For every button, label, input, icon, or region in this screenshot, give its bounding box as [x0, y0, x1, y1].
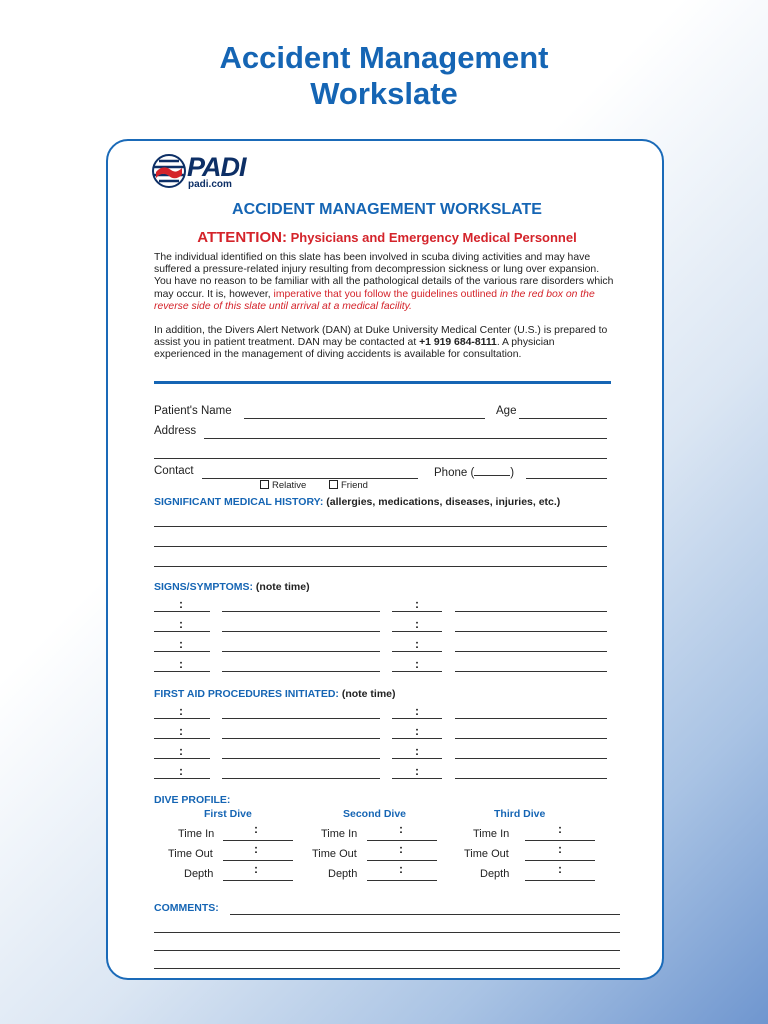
intro-paragraph [154, 252, 614, 313]
time-field[interactable] [154, 611, 210, 612]
note-field[interactable] [222, 758, 380, 759]
time-field[interactable] [392, 671, 442, 672]
time-colon: : [179, 724, 183, 738]
medical-history-line[interactable] [154, 526, 607, 527]
first-dive-depth-label: Depth [184, 868, 214, 880]
first-dive-time-in-label: Time In [178, 828, 215, 840]
dan-phone: +1 919 684-8111 [419, 337, 497, 349]
time-field[interactable] [154, 671, 210, 672]
first-dive-depth-field[interactable] [223, 880, 293, 881]
depth-colon: : [558, 862, 562, 876]
medical-history-note: (allergies, medications, diseases, injuries, etc.) [323, 496, 561, 508]
time-field[interactable] [392, 611, 442, 612]
page-title-line1: Accident Management [219, 40, 549, 75]
medical-history-line[interactable] [154, 566, 607, 567]
first-aid-note: (note time) [338, 688, 396, 700]
note-field[interactable] [222, 778, 380, 779]
age-field[interactable] [519, 418, 607, 419]
comments-line[interactable] [154, 950, 620, 951]
third-dive-time-in-label: Time In [473, 828, 510, 840]
relative-label: Relative [272, 480, 307, 491]
first-dive-time-out-label: Time Out [168, 848, 213, 860]
patient-name-field[interactable] [244, 418, 485, 419]
phone-field[interactable] [526, 478, 607, 479]
time-colon: : [179, 637, 183, 651]
friend-label: Friend [341, 480, 368, 491]
time-field[interactable] [392, 778, 442, 779]
third-dive-time-in-field[interactable] [525, 840, 595, 841]
third-dive-time-out-label: Time Out [464, 848, 509, 860]
comments-line[interactable] [154, 932, 620, 933]
padi-logo [151, 152, 261, 192]
first-aid-label: FIRST AID PROCEDURES INITIATED: [154, 688, 339, 700]
second-dive-time-in-field[interactable] [367, 840, 437, 841]
contact-label: Contact [154, 465, 194, 477]
dive-header-second: Second Dive [343, 808, 407, 820]
note-field[interactable] [455, 631, 607, 632]
address-label: Address [154, 425, 197, 437]
address-field-line2[interactable] [154, 458, 607, 459]
dive-header-first: First Dive [204, 808, 252, 820]
dan-text: In addition, the Divers Alert Network (DAN) at Duke University Medical Center (U.S.) is prepared to assist you in patient treatment. DAN may be contacted at [154, 325, 608, 349]
note-field[interactable] [455, 651, 607, 652]
worklate-card [106, 139, 664, 980]
depth-colon: : [254, 862, 258, 876]
signs-note: (note time) [253, 581, 310, 593]
time-colon: : [415, 597, 419, 611]
comments-field[interactable] [230, 914, 620, 915]
note-field[interactable] [455, 671, 607, 672]
note-field[interactable] [222, 651, 380, 652]
dan-text-end: . A physician experienced in the management of diving accidents is available for consultation. [154, 337, 555, 361]
logo-url: padi.com [188, 179, 232, 190]
friend-checkbox[interactable] [329, 480, 338, 489]
time-field[interactable] [392, 758, 442, 759]
time-colon: : [415, 764, 419, 778]
depth-colon: : [399, 862, 403, 876]
comments-label: COMMENTS: [154, 902, 219, 914]
intro-red-italic-text: in the red box on the reverse side of this slate until arrival at a medical facility. [154, 288, 595, 312]
time-colon: : [179, 704, 183, 718]
section-divider [154, 381, 611, 384]
dan-paragraph [154, 325, 614, 362]
note-field[interactable] [222, 718, 380, 719]
first-aid-heading [154, 688, 396, 700]
phone-label [434, 465, 514, 479]
medical-history-heading [154, 496, 560, 508]
time-field[interactable] [154, 758, 210, 759]
second-dive-time-out-label: Time Out [312, 848, 357, 860]
time-colon: : [415, 637, 419, 651]
note-field[interactable] [455, 738, 607, 739]
time-colon: : [399, 822, 403, 836]
second-dive-time-in-label: Time In [321, 828, 358, 840]
time-field[interactable] [154, 738, 210, 739]
time-field[interactable] [154, 631, 210, 632]
note-field[interactable] [222, 738, 380, 739]
page-title-line2: Workslate [310, 76, 458, 111]
patient-name-label: Patient's Name [154, 405, 232, 417]
medical-history-label: SIGNIFICANT MEDICAL HISTORY: [154, 496, 324, 508]
note-field[interactable] [222, 631, 380, 632]
note-field[interactable] [455, 778, 607, 779]
time-colon: : [179, 657, 183, 671]
note-field[interactable] [222, 671, 380, 672]
time-field[interactable] [392, 718, 442, 719]
third-dive-time-out-field[interactable] [525, 860, 595, 861]
globe-icon [151, 153, 187, 189]
time-field[interactable] [154, 778, 210, 779]
note-field[interactable] [455, 718, 607, 719]
time-colon: : [415, 617, 419, 631]
time-colon: : [179, 764, 183, 778]
form-heading: ACCIDENT MANAGEMENT WORKSLATE [232, 201, 542, 218]
first-dive-time-in-field[interactable] [223, 840, 293, 841]
time-field[interactable] [392, 631, 442, 632]
attention-text: Physicians and Emergency Medical Personnel [286, 230, 577, 245]
second-dive-depth-field[interactable] [367, 880, 437, 881]
signs-label: SIGNS/SYMPTOMS: [154, 581, 253, 593]
time-colon: : [415, 724, 419, 738]
dive-profile-label: DIVE PROFILE: [154, 794, 231, 806]
time-field[interactable] [392, 738, 442, 739]
phone-close-paren: ) [510, 467, 515, 479]
address-field[interactable] [204, 438, 607, 439]
time-field[interactable] [154, 651, 210, 652]
comments-line[interactable] [154, 968, 620, 969]
time-colon: : [415, 744, 419, 758]
time-colon: : [399, 842, 403, 856]
phone-area-code-field[interactable] [474, 465, 510, 476]
time-colon: : [415, 704, 419, 718]
time-colon: : [179, 597, 183, 611]
time-field[interactable] [154, 718, 210, 719]
time-colon: : [179, 617, 183, 631]
second-dive-depth-label: Depth [328, 868, 358, 880]
third-dive-depth-label: Depth [480, 868, 510, 880]
medical-history-line[interactable] [154, 546, 607, 547]
time-colon: : [254, 842, 258, 856]
third-dive-depth-field[interactable] [525, 880, 595, 881]
note-field[interactable] [222, 611, 380, 612]
attention-label: ATTENTION: [197, 229, 287, 246]
contact-field[interactable] [202, 478, 418, 479]
time-colon: : [415, 657, 419, 671]
relative-checkbox[interactable] [260, 480, 269, 489]
time-field[interactable] [392, 651, 442, 652]
second-dive-time-out-field[interactable] [367, 860, 437, 861]
time-colon: : [179, 744, 183, 758]
signs-heading [154, 581, 310, 593]
time-colon: : [558, 842, 562, 856]
time-colon: : [254, 822, 258, 836]
phone-label-text: Phone ( [434, 467, 475, 479]
note-field[interactable] [455, 758, 607, 759]
logo-word: PADI [187, 152, 246, 182]
age-label: Age [496, 405, 517, 417]
intro-red-text: imperative that you follow the guidelines outlined [273, 288, 500, 300]
note-field[interactable] [455, 611, 607, 612]
first-dive-time-out-field[interactable] [223, 860, 293, 861]
page-title [0, 40, 768, 112]
intro-text: The individual identified on this slate has been involved in scuba diving activities and may have suffered a pressure-related injury resulting from decompression sickness or lung over expansion. You have no reason to be familiar with all the pathological details of the various rare disorders which may occur. It is, however, [154, 252, 614, 300]
time-colon: : [558, 822, 562, 836]
dive-header-third: Third Dive [494, 808, 546, 820]
attention-line [108, 229, 666, 246]
